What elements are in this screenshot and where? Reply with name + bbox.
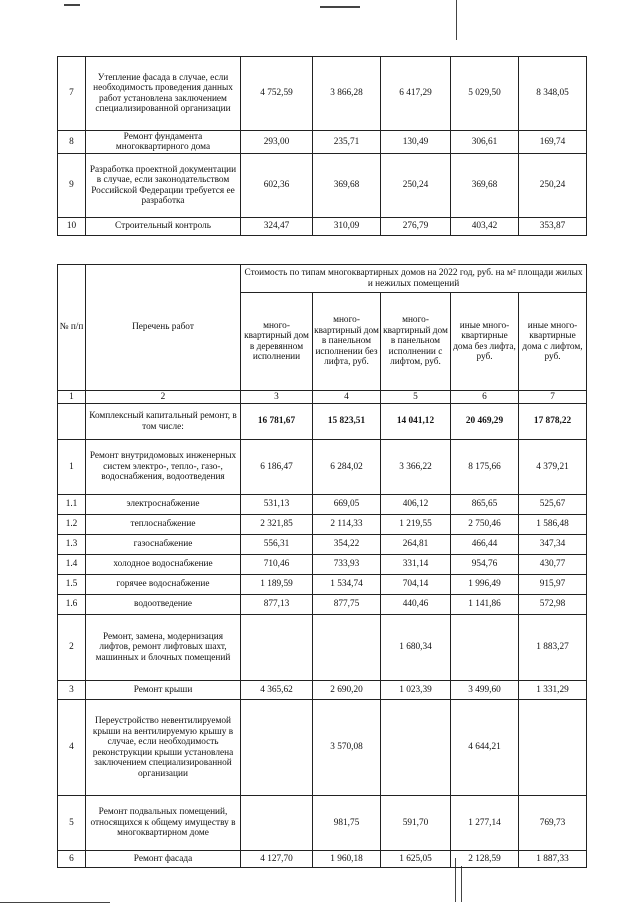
cost-cell: 16 781,67	[241, 404, 313, 440]
header-work-list: Перечень работ	[86, 265, 241, 391]
table-header-row	[58, 265, 587, 293]
row-number: 4	[58, 700, 86, 796]
scan-mark	[320, 6, 360, 8]
work-cost-table-continuation	[57, 56, 587, 236]
work-name: холодное водоснабжение	[86, 555, 241, 575]
table-row	[58, 615, 587, 681]
table-row	[58, 495, 587, 515]
cost-cell: 877,13	[241, 595, 313, 615]
cost-cell	[381, 700, 451, 796]
total-row	[58, 404, 587, 440]
column-number: 4	[313, 391, 381, 404]
work-name: Утепление фасада в случае, если необходимость проведения данных работ установлена заключением специализированной организации	[86, 57, 241, 131]
cost-cell: 430,77	[519, 555, 587, 575]
work-name: Ремонт, замена, модернизация лифтов, ремонт лифтовых шахт, машинных и блочных помещений	[86, 615, 241, 681]
cost-cell: 17 878,22	[519, 404, 587, 440]
cost-cell: 3 366,22	[381, 440, 451, 495]
cost-cell: 8 175,66	[451, 440, 519, 495]
table-row	[58, 851, 587, 868]
cost-cell: 250,24	[519, 154, 587, 218]
header-type: много-квартирный дом в деревянном исполнении	[241, 293, 313, 391]
work-name: Ремонт фундамента многоквартирного дома	[86, 131, 241, 154]
cost-cell: 4 644,21	[451, 700, 519, 796]
work-name: Ремонт крыши	[86, 681, 241, 700]
cost-cell: 954,76	[451, 555, 519, 575]
cost-cell: 591,70	[381, 796, 451, 851]
cost-cell: 1 996,49	[451, 575, 519, 595]
cost-cell: 331,14	[381, 555, 451, 575]
cost-cell: 1 534,74	[313, 575, 381, 595]
table-row	[58, 218, 587, 236]
work-name: электроснабжение	[86, 495, 241, 515]
column-number: 7	[519, 391, 587, 404]
table-row	[58, 555, 587, 575]
work-name: водоотведение	[86, 595, 241, 615]
cost-cell: 2 690,20	[313, 681, 381, 700]
cost-cell	[313, 615, 381, 681]
cost-cell: 1 680,34	[381, 615, 451, 681]
cost-cell: 769,73	[519, 796, 587, 851]
cost-cell: 235,71	[313, 131, 381, 154]
cost-cell: 353,87	[519, 218, 587, 236]
row-number: 8	[58, 131, 86, 154]
row-number: 1	[58, 440, 86, 495]
cost-cell: 556,31	[241, 535, 313, 555]
cost-cell: 525,67	[519, 495, 587, 515]
cost-cell: 1 331,29	[519, 681, 587, 700]
work-name: горячее водоснабжение	[86, 575, 241, 595]
scan-line	[0, 902, 110, 903]
column-number: 3	[241, 391, 313, 404]
header-type: много-квартирный дом в панельном исполнении с лифтом, руб.	[381, 293, 451, 391]
row-number: 2	[58, 615, 86, 681]
table-row	[58, 57, 587, 131]
cost-cell: 293,00	[241, 131, 313, 154]
cost-cell: 1 586,48	[519, 515, 587, 535]
cost-cell	[241, 700, 313, 796]
cost-cell	[241, 615, 313, 681]
cost-cell: 1 883,27	[519, 615, 587, 681]
table-row	[58, 575, 587, 595]
header-type: много-квартирный дом в панельном исполнении без лифта, руб.	[313, 293, 381, 391]
row-number: 6	[58, 851, 86, 868]
cost-cell: 2 114,33	[313, 515, 381, 535]
cost-cell: 310,09	[313, 218, 381, 236]
table-row	[58, 595, 587, 615]
cost-cell: 865,65	[451, 495, 519, 515]
cost-cell: 4 365,62	[241, 681, 313, 700]
cost-cell: 8 348,05	[519, 57, 587, 131]
cost-cell: 4 379,21	[519, 440, 587, 495]
column-number-row	[58, 391, 587, 404]
cost-cell: 6 417,29	[381, 57, 451, 131]
cost-cell: 602,36	[241, 154, 313, 218]
cost-cell: 981,75	[313, 796, 381, 851]
cost-cell: 20 469,29	[451, 404, 519, 440]
cost-cell: 3 570,08	[313, 700, 381, 796]
cost-cell	[241, 796, 313, 851]
cost-cell: 1 189,59	[241, 575, 313, 595]
cost-cell: 276,79	[381, 218, 451, 236]
work-name: Ремонт фасада	[86, 851, 241, 868]
cost-cell: 710,46	[241, 555, 313, 575]
cost-cell: 406,12	[381, 495, 451, 515]
cost-cell: 354,22	[313, 535, 381, 555]
cost-cell: 572,98	[519, 595, 587, 615]
work-name: Ремонт подвальных помещений, относящихся к общему имуществу в многоквартирном доме	[86, 796, 241, 851]
scan-line	[461, 866, 462, 902]
work-name: теплоснабжение	[86, 515, 241, 535]
cost-cell: 704,14	[381, 575, 451, 595]
row-number: 1.6	[58, 595, 86, 615]
cost-cell	[451, 615, 519, 681]
cost-cell: 5 029,50	[451, 57, 519, 131]
row-number: 3	[58, 681, 86, 700]
work-name: Ремонт внутридомовых инженерных систем электро-, тепло-, газо-, водоснабжения, водоотведения	[86, 440, 241, 495]
table-row	[58, 535, 587, 555]
work-cost-table	[57, 264, 587, 868]
row-number: 1.5	[58, 575, 86, 595]
work-name: Переустройство невентилируемой крыши на вентилируемую крышу в случае, если необходимость реконструкции крыши установлена заключением специализированной организации	[86, 700, 241, 796]
scan-line	[456, 0, 457, 40]
cost-cell: 1 023,39	[381, 681, 451, 700]
table-row	[58, 796, 587, 851]
cost-cell: 915,97	[519, 575, 587, 595]
cost-cell: 1 887,33	[519, 851, 587, 868]
cost-cell: 3 499,60	[451, 681, 519, 700]
row-number: 1.1	[58, 495, 86, 515]
cost-cell: 733,93	[313, 555, 381, 575]
cost-cell: 669,05	[313, 495, 381, 515]
work-name: газоснабжение	[86, 535, 241, 555]
table-row	[58, 154, 587, 218]
column-number: 2	[86, 391, 241, 404]
cost-cell: 466,44	[451, 535, 519, 555]
table-row	[58, 681, 587, 700]
column-number: 1	[58, 391, 86, 404]
header-number: № п/п	[58, 265, 86, 391]
cost-cell	[519, 700, 587, 796]
cost-cell: 403,42	[451, 218, 519, 236]
row-number	[58, 404, 86, 440]
cost-cell: 15 823,51	[313, 404, 381, 440]
cost-cell: 1 625,05	[381, 851, 451, 868]
table-row	[58, 131, 587, 154]
cost-cell: 2 321,85	[241, 515, 313, 535]
row-number: 9	[58, 154, 86, 218]
scan-mark	[64, 4, 80, 6]
cost-cell: 2 128,59	[451, 851, 519, 868]
row-number: 1.4	[58, 555, 86, 575]
cost-cell: 169,74	[519, 131, 587, 154]
row-number: 5	[58, 796, 86, 851]
header-type: иные много-квартирные дома без лифта, руб.	[451, 293, 519, 391]
cost-cell: 347,34	[519, 535, 587, 555]
cost-cell: 4 752,59	[241, 57, 313, 131]
row-number: 1.2	[58, 515, 86, 535]
work-name: Разработка проектной документации в случае, если законодательством Российской Федерации требуется ее разработка	[86, 154, 241, 218]
cost-cell: 14 041,12	[381, 404, 451, 440]
cost-cell: 250,24	[381, 154, 451, 218]
cost-cell: 6 186,47	[241, 440, 313, 495]
cost-cell: 877,75	[313, 595, 381, 615]
cost-cell: 264,81	[381, 535, 451, 555]
cost-cell: 369,68	[451, 154, 519, 218]
cost-cell: 1 277,14	[451, 796, 519, 851]
table-row	[58, 440, 587, 495]
column-number: 5	[381, 391, 451, 404]
cost-cell: 1 219,55	[381, 515, 451, 535]
work-name: Комплексный капитальный ремонт, в том числе:	[86, 404, 241, 440]
header-cost-group: Стоимость по типам многоквартирных домов на 2022 год, руб. на м² площади жилых и нежилых помещений	[241, 265, 587, 293]
cost-cell: 531,13	[241, 495, 313, 515]
table-row	[58, 515, 587, 535]
cost-cell: 324,47	[241, 218, 313, 236]
cost-cell: 1 960,18	[313, 851, 381, 868]
cost-cell: 4 127,70	[241, 851, 313, 868]
column-number: 6	[451, 391, 519, 404]
row-number: 1.3	[58, 535, 86, 555]
row-number: 10	[58, 218, 86, 236]
table-row	[58, 700, 587, 796]
cost-cell: 130,49	[381, 131, 451, 154]
row-number: 7	[58, 57, 86, 131]
work-name: Строительный контроль	[86, 218, 241, 236]
cost-cell: 306,61	[451, 131, 519, 154]
cost-cell: 440,46	[381, 595, 451, 615]
cost-cell: 1 141,86	[451, 595, 519, 615]
cost-cell: 2 750,46	[451, 515, 519, 535]
cost-cell: 3 866,28	[313, 57, 381, 131]
header-type: иные много-квартирные дома с лифтом, руб.	[519, 293, 587, 391]
cost-cell: 6 284,02	[313, 440, 381, 495]
cost-cell: 369,68	[313, 154, 381, 218]
